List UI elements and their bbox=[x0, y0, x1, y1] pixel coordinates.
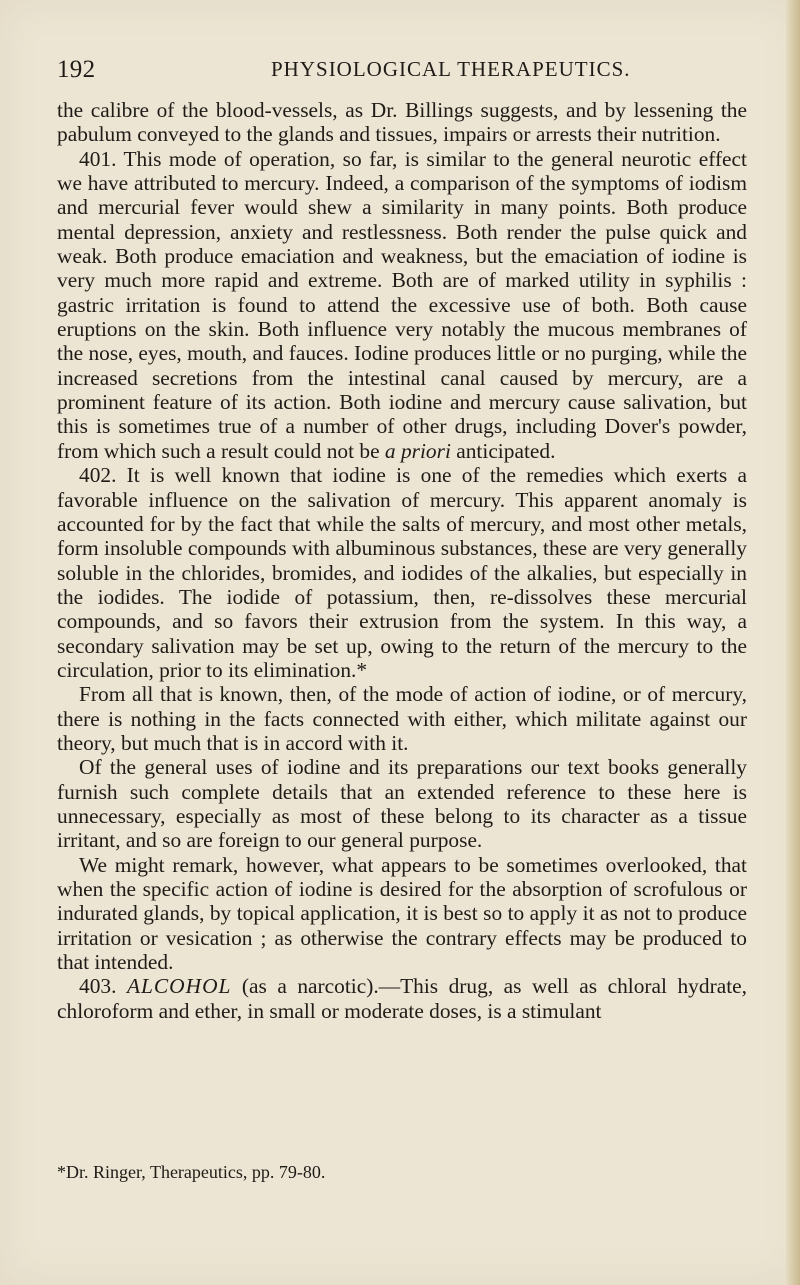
paragraph-continued: the calibre of the blood-vessels, as Dr. Billings suggests, and by lessening the pabulum conveyed to the glands and tissues, impairs or arrests their nutrition. bbox=[57, 98, 747, 147]
paragraph-401: 401. This mode of operation, so far, is similar to the general neurotic effect we have attributed to mercury. Indeed, a comparison of the symptoms of iodism and mercurial fever would shew a similarity in many points. Both produce mental depression, anxiety and restlessness. Both render the pulse quick and weak. Both produce emaciation and weakness, but the emaciation of iodine is very much more rapid and extreme. Both are of marked utility in syphilis : gastric irritation is found to attend the excessive use of both. Both cause eruptions on the skin. Both influence very notably the mucous membranes of the nose, eyes, mouth, and fauces. Iodine produces little or no purging, while the increased secretions from the intestinal canal caused by mercury, are a prominent feature of its action. Both iodine and mercury cause salivation, but this is sometimes true of a number of other drugs, including Dover's powder, from which such a result could not be a priori anticipated. bbox=[57, 146, 747, 463]
running-head: PHYSIOLOGICAL THERAPEUTICS. bbox=[271, 57, 631, 81]
section-title: ALCOHOL bbox=[126, 974, 232, 999]
paragraph-remark: We might remark, however, what appears to be sometimes overlooked, that when the specific action of iodine is desired for the absorption of scrofulous or indurated glands, by topical application, it is best so to apply it as not to produce irritation or vesication ; as otherwise the contrary effects may be produced to that intended. bbox=[57, 852, 747, 975]
page-number: 192 bbox=[57, 56, 96, 83]
paragraph-from-all: From all that is known, then, of the mode of action of iodine, or of mercury, there is nothing in the facts connected with either, which militate against our theory, but much that is in accord with it. bbox=[57, 682, 747, 755]
paragraph-402: 402. It is well known that iodine is one of the remedies which exerts a favorable influence on the salivation of mercury. This apparent anomaly is accounted for by the fact that while the salts of mercury, and most other metals, form insoluble compounds with albuminous substances, these are very generally soluble in the chlorides, bromides, and iodides of the alkalies, but especially in the iodides. The iodide of potassium, then, re-dissolves these mercurial compounds, and so favors their extrusion from the system. In this way, a secondary salivation may be set up, owing to the return of the mercury to the circulation, prior to its elimination.* bbox=[57, 463, 747, 682]
paragraph-general-uses: Of the general uses of iodine and its preparations our text books generally furnish such complete details that an extended reference to these here is unnecessary, especially as most of these belong to its character as a tissue irritant, and so are foreign to our general purpose. bbox=[57, 755, 747, 853]
body-text bbox=[57, 98, 747, 1023]
italic-phrase: a priori bbox=[384, 438, 451, 463]
page-header bbox=[57, 56, 757, 88]
page-edge bbox=[786, 0, 800, 1285]
footnote: *Dr. Ringer, Therapeutics, pp. 79-80. bbox=[57, 1162, 326, 1182]
paragraph-403: 403. ALCOHOL (as a narcotic).—This drug, as well as chloral hydrate, chloroform and ether, in small or moderate doses, is a stimulant bbox=[57, 974, 747, 1023]
